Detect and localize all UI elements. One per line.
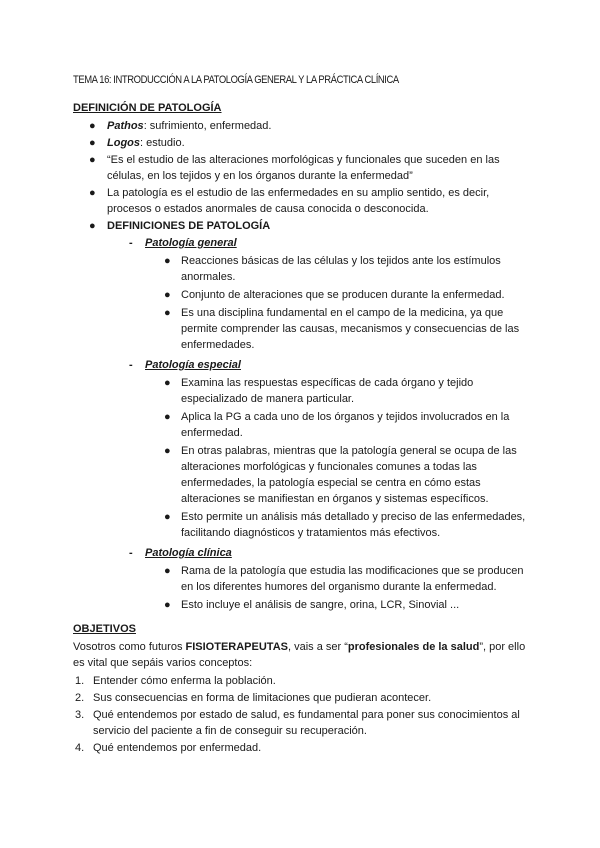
subsection-list <box>73 235 533 613</box>
list-item <box>73 375 533 407</box>
subsection <box>73 235 533 353</box>
list-item <box>73 135 533 151</box>
subsection-title: Patología general <box>145 237 237 249</box>
objetivos-list <box>73 673 533 756</box>
bullet-icon: ● <box>89 120 96 132</box>
intro-bold: FISIOTERAPEUTAS <box>185 641 288 653</box>
bullet-icon: ● <box>89 220 96 232</box>
item-text: Conjunto de alteraciones que se producen durante la enfermedad. <box>181 289 505 301</box>
subsection <box>73 545 533 613</box>
list-item <box>73 597 533 613</box>
bullet-icon: ● <box>89 137 96 149</box>
dash-icon: - <box>129 359 133 371</box>
bullet-icon: ● <box>164 411 171 423</box>
section-heading-definicion: DEFINICIÓN DE PATOLOGÍA <box>73 102 222 114</box>
bullet-icon: ● <box>164 255 171 267</box>
list-item <box>73 563 533 595</box>
bullet-icon: ● <box>89 154 96 166</box>
page-title: TEMA 16: INTRODUCCIÓN A LA PATOLOGÍA GENERAL Y LA PRÁCTICA CLÍNICA <box>73 74 399 86</box>
list-item <box>73 218 533 613</box>
item-text: Sus consecuencias en forma de limitaciones que pudieran acontecer. <box>93 692 432 704</box>
item-number: 3. <box>75 709 85 721</box>
dash-icon: - <box>129 547 133 559</box>
document-page <box>73 72 533 757</box>
objetivos-section <box>73 621 533 756</box>
item-number: 1. <box>75 675 85 687</box>
term-logos: Logos <box>107 137 140 149</box>
bullet-icon: ● <box>164 511 171 523</box>
bullet-icon: ● <box>164 565 171 577</box>
list-item <box>73 152 533 184</box>
subsection <box>73 357 533 541</box>
item-text: Es una disciplina fundamental en el campo de la medicina, ya que permite comprender las causas, mecanismos y consecuencias de las enfermedades. <box>181 307 520 351</box>
subsection-title: Patología especial <box>145 359 241 371</box>
bullet-icon: ● <box>164 307 171 319</box>
list-item <box>73 707 533 739</box>
term-definition: : estudio. <box>140 137 185 149</box>
intro-bold: profesionales de la salud <box>347 641 480 653</box>
list-item <box>73 287 533 303</box>
intro-text: , vais a ser “ <box>287 641 348 653</box>
list-item <box>73 673 533 689</box>
list-item <box>73 690 533 706</box>
item-text: Qué entendemos por enfermedad. <box>93 742 262 754</box>
bullet-icon: ● <box>164 599 171 611</box>
item-text: Rama de la patología que estudia las modificaciones que se producen en los diferentes humores del organismo durante la enfermedad. <box>181 565 524 593</box>
list-item <box>73 443 533 507</box>
term-definition: : sufrimiento, enfermedad. <box>143 120 272 132</box>
item-text: Reacciones básicas de las células y los tejidos ante los estímulos anormales. <box>181 255 501 283</box>
objetivos-intro <box>73 639 533 671</box>
quote-definition: “Es el estudio de las alteraciones morfológicas y funcionales que suceden en las células, en los tejidos y en los órganos durante la enfermedad” <box>107 154 500 182</box>
subsection-items <box>73 563 533 613</box>
general-definition: La patología es el estudio de las enfermedades en su amplio sentido, es decir, procesos o estados anormales de causa conocida o desconocida. <box>107 187 490 215</box>
item-text: Aplica la PG a cada uno de los órganos y tejidos involucrados en la enfermedad. <box>181 411 510 439</box>
definition-list <box>73 118 533 613</box>
item-text: Qué entendemos por estado de salud, es fundamental para poner sus conocimientos al servicio del paciente a fin de conseguir su recuperación. <box>93 709 520 737</box>
item-text: Examina las respuestas específicas de cada órgano y tejido especializado de manera particular. <box>181 377 474 405</box>
dash-icon: - <box>129 237 133 249</box>
item-number: 2. <box>75 692 85 704</box>
definitions-label: DEFINICIONES DE PATOLOGÍA <box>107 220 271 232</box>
subsection-title: Patología clínica <box>145 547 232 559</box>
bullet-icon: ● <box>164 445 171 457</box>
list-item <box>73 305 533 353</box>
subsection-items <box>73 253 533 353</box>
list-item <box>73 740 533 756</box>
bullet-icon: ● <box>89 187 96 199</box>
section-heading-objetivos: OBJETIVOS <box>73 623 136 635</box>
list-item <box>73 253 533 285</box>
item-number: 4. <box>75 742 85 754</box>
intro-text: Vosotros como futuros <box>73 641 186 653</box>
list-item <box>73 118 533 134</box>
item-text: Entender cómo enferma la población. <box>93 675 276 687</box>
item-text: Esto permite un análisis más detallado y preciso de las enfermedades, facilitando diagnósticos y tratamientos más efectivos. <box>181 511 526 539</box>
term-pathos: Pathos <box>107 120 144 132</box>
item-text: En otras palabras, mientras que la patología general se ocupa de las alteraciones morfológicas y funcionales comunes a todas las enfermedades, la patología especial se centra en cómo estas alteraciones se manifiestan en órganos y sistemas específicos. <box>181 445 517 505</box>
item-text: Esto incluye el análisis de sangre, orina, LCR, Sinovial ... <box>181 599 460 611</box>
bullet-icon: ● <box>164 289 171 301</box>
list-item <box>73 509 533 541</box>
bullet-icon: ● <box>164 377 171 389</box>
list-item <box>73 185 533 217</box>
list-item <box>73 409 533 441</box>
subsection-items <box>73 375 533 541</box>
intro-text: ”, por ello es vital que sepáis varios conceptos: <box>73 641 526 669</box>
